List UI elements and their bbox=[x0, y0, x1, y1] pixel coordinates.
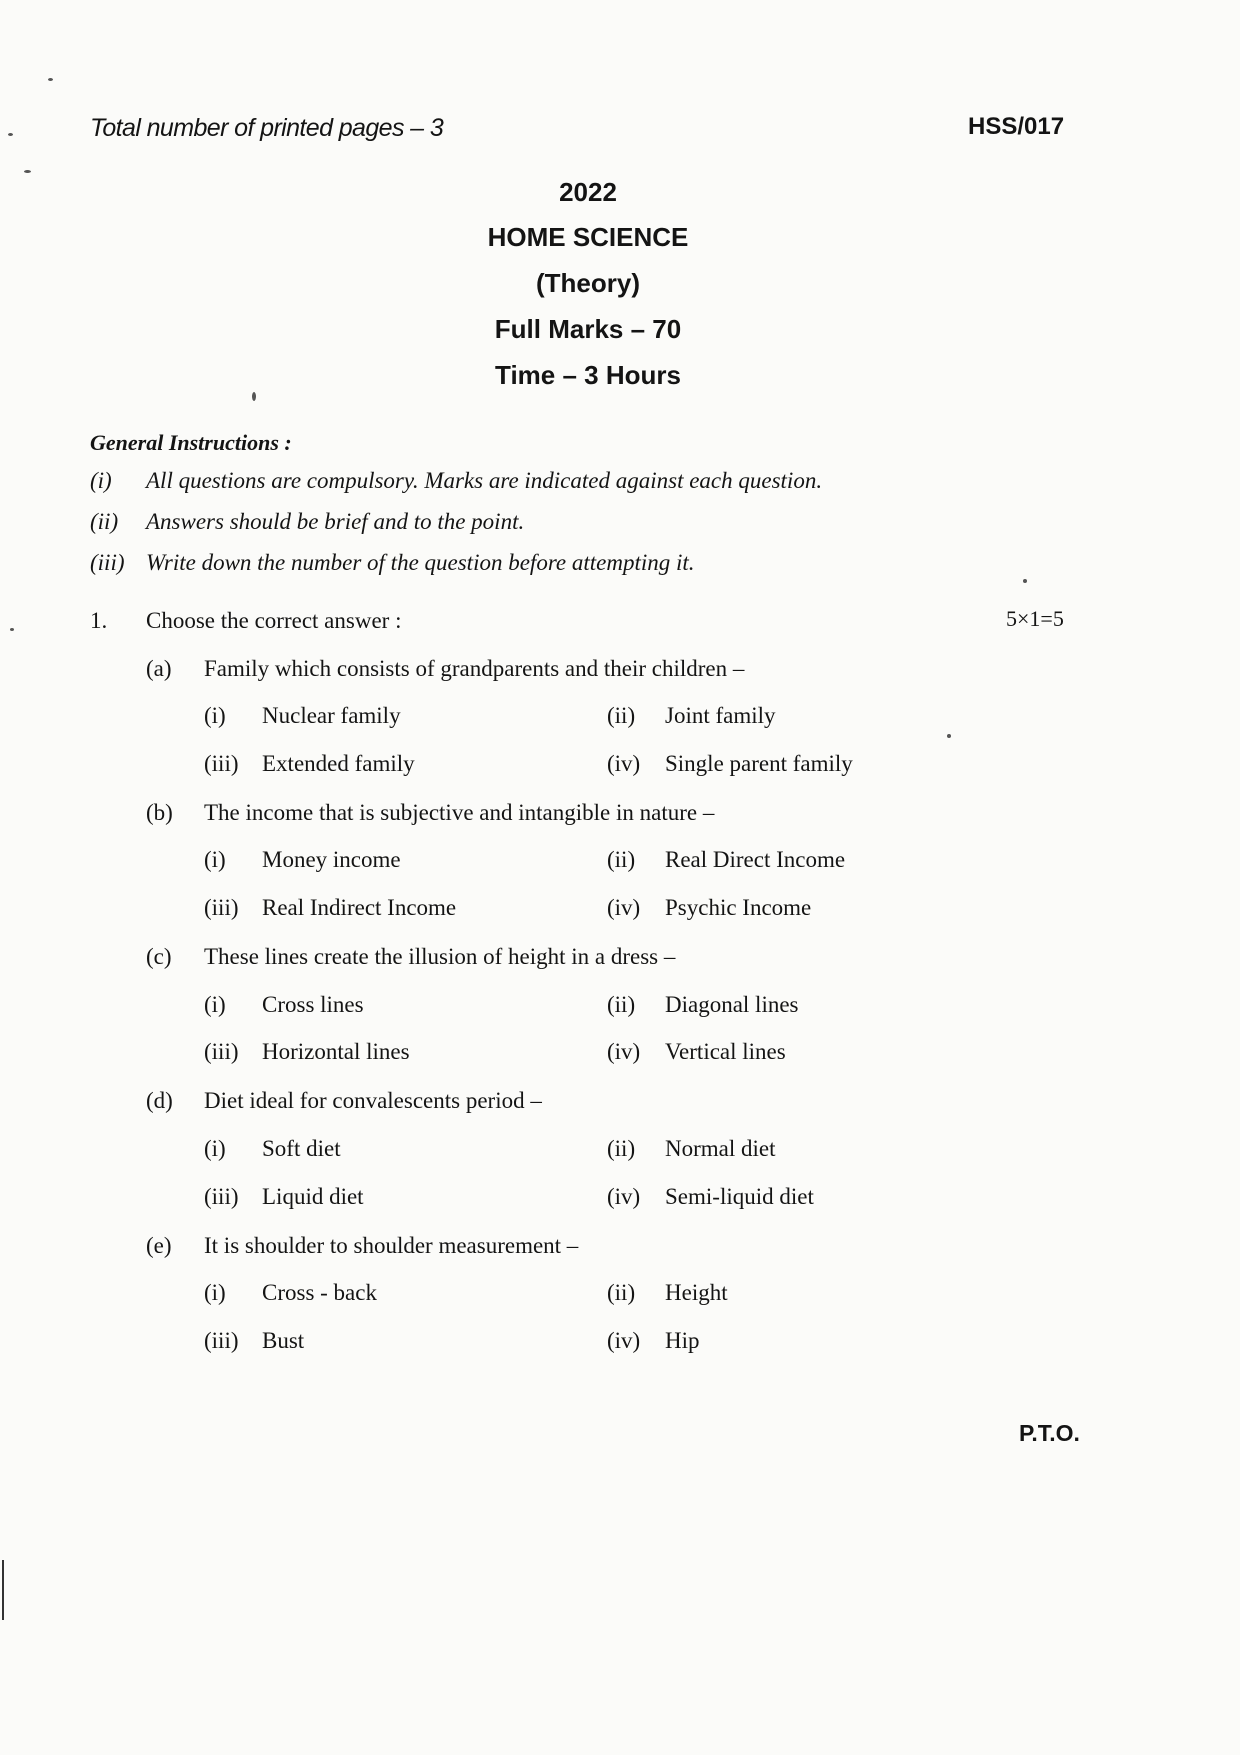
instruction-item bbox=[90, 468, 822, 494]
part-text: These lines create the illusion of height in a dress – bbox=[204, 944, 676, 969]
option-label: (ii) bbox=[607, 1280, 636, 1305]
option-text: Real Direct Income bbox=[665, 847, 846, 872]
full-marks: Full Marks – 70 bbox=[494, 314, 682, 344]
option-label: (iii) bbox=[204, 895, 239, 920]
part-label: (a) bbox=[146, 656, 172, 681]
option-text: Nuclear family bbox=[262, 703, 401, 728]
option-text: Semi-liquid diet bbox=[665, 1184, 814, 1209]
instruction-text: All questions are compulsory. Marks are indicated against each question. bbox=[146, 468, 823, 493]
instruction-item bbox=[90, 550, 695, 576]
option bbox=[607, 1184, 814, 1210]
option bbox=[204, 895, 456, 921]
instruction-number: (ii) bbox=[90, 509, 119, 534]
scan-speck bbox=[48, 78, 53, 81]
option bbox=[204, 1136, 341, 1162]
option-text: Real Indirect Income bbox=[262, 895, 457, 920]
part-label: (e) bbox=[146, 1233, 172, 1258]
option-text: Hip bbox=[665, 1328, 700, 1353]
part-label: (c) bbox=[146, 944, 172, 969]
option-label: (iv) bbox=[607, 1184, 641, 1209]
option-text: Cross - back bbox=[262, 1280, 377, 1305]
option bbox=[204, 703, 401, 729]
instruction-text: Answers should be brief and to the point. bbox=[146, 509, 525, 534]
option bbox=[204, 1328, 304, 1354]
option bbox=[607, 847, 845, 873]
option-label: (ii) bbox=[607, 703, 636, 728]
option-text: Money income bbox=[262, 847, 401, 872]
exam-year: 2022 bbox=[559, 177, 617, 207]
option-text: Extended family bbox=[262, 751, 415, 776]
question-marks: 5×1=5 bbox=[1006, 606, 1064, 631]
option-label: (iii) bbox=[204, 1039, 239, 1064]
part-label: (b) bbox=[146, 800, 173, 825]
option bbox=[204, 751, 415, 777]
paper-code: HSS/017 bbox=[968, 113, 1065, 140]
question-text: Choose the correct answer : bbox=[146, 608, 402, 633]
scan-speck bbox=[947, 734, 951, 738]
option bbox=[607, 992, 799, 1018]
instruction-number: (i) bbox=[90, 468, 112, 493]
option-text: Liquid diet bbox=[262, 1184, 364, 1209]
option-label: (iv) bbox=[607, 1328, 641, 1353]
option-text: Horizontal lines bbox=[262, 1039, 410, 1064]
option bbox=[204, 1184, 364, 1210]
scan-edge-mark bbox=[2, 1560, 4, 1620]
option bbox=[204, 992, 364, 1018]
part-text: The income that is subjective and intangible in nature – bbox=[204, 800, 715, 825]
option bbox=[607, 1328, 700, 1354]
option-text: Single parent family bbox=[665, 751, 853, 776]
option bbox=[204, 847, 401, 873]
option bbox=[607, 1039, 786, 1065]
option-text: Psychic Income bbox=[665, 895, 812, 920]
option-label: (iv) bbox=[607, 1039, 641, 1064]
part-text: It is shoulder to shoulder measurement – bbox=[204, 1233, 579, 1258]
instructions-title: General Instructions : bbox=[90, 430, 292, 455]
part-text: Family which consists of grandparents and their children – bbox=[204, 656, 745, 681]
part-label: (d) bbox=[146, 1088, 173, 1113]
scan-speck bbox=[1023, 579, 1027, 583]
option-text: Vertical lines bbox=[665, 1039, 786, 1064]
option bbox=[607, 1136, 776, 1162]
option bbox=[607, 1280, 728, 1306]
option bbox=[607, 703, 776, 729]
option-label: (ii) bbox=[607, 992, 636, 1017]
part-text: Diet ideal for convalescents period – bbox=[204, 1088, 542, 1113]
option-text: Height bbox=[665, 1280, 728, 1305]
instruction-text: Write down the number of the question before attempting it. bbox=[146, 550, 695, 575]
question-number: 1. bbox=[90, 608, 108, 633]
option-label: (iii) bbox=[204, 1328, 239, 1353]
option bbox=[607, 751, 853, 777]
subject-title: HOME SCIENCE bbox=[487, 222, 689, 252]
printed-pages-note: Total number of printed pages – 3 bbox=[90, 114, 444, 142]
option-label: (i) bbox=[204, 1136, 226, 1161]
instruction-number: (iii) bbox=[90, 550, 125, 575]
option-label: (i) bbox=[204, 1280, 226, 1305]
option bbox=[607, 895, 811, 921]
scan-speck bbox=[10, 628, 14, 631]
option-label: (iv) bbox=[607, 895, 641, 920]
option bbox=[204, 1039, 410, 1065]
time-allowed: Time – 3 Hours bbox=[495, 360, 681, 390]
option-label: (iv) bbox=[607, 751, 641, 776]
option-label: (i) bbox=[204, 703, 226, 728]
option-label: (ii) bbox=[607, 847, 636, 872]
option-text: Normal diet bbox=[665, 1136, 776, 1161]
please-turn-over: P.T.O. bbox=[1019, 1420, 1080, 1446]
option-text: Diagonal lines bbox=[665, 992, 799, 1017]
option-label: (iii) bbox=[204, 1184, 239, 1209]
option-label: (i) bbox=[204, 992, 226, 1017]
option-label: (ii) bbox=[607, 1136, 636, 1161]
option-text: Joint family bbox=[665, 703, 776, 728]
option-label: (i) bbox=[204, 847, 226, 872]
paper-type: (Theory) bbox=[536, 268, 640, 298]
option-label: (iii) bbox=[204, 751, 239, 776]
option-text: Bust bbox=[262, 1328, 305, 1353]
option-text: Soft diet bbox=[262, 1136, 341, 1161]
scan-speck bbox=[252, 392, 256, 401]
instruction-item bbox=[90, 509, 524, 535]
scan-speck bbox=[8, 133, 13, 136]
scan-speck bbox=[24, 170, 31, 173]
option-text: Cross lines bbox=[262, 992, 364, 1017]
option bbox=[204, 1280, 377, 1306]
